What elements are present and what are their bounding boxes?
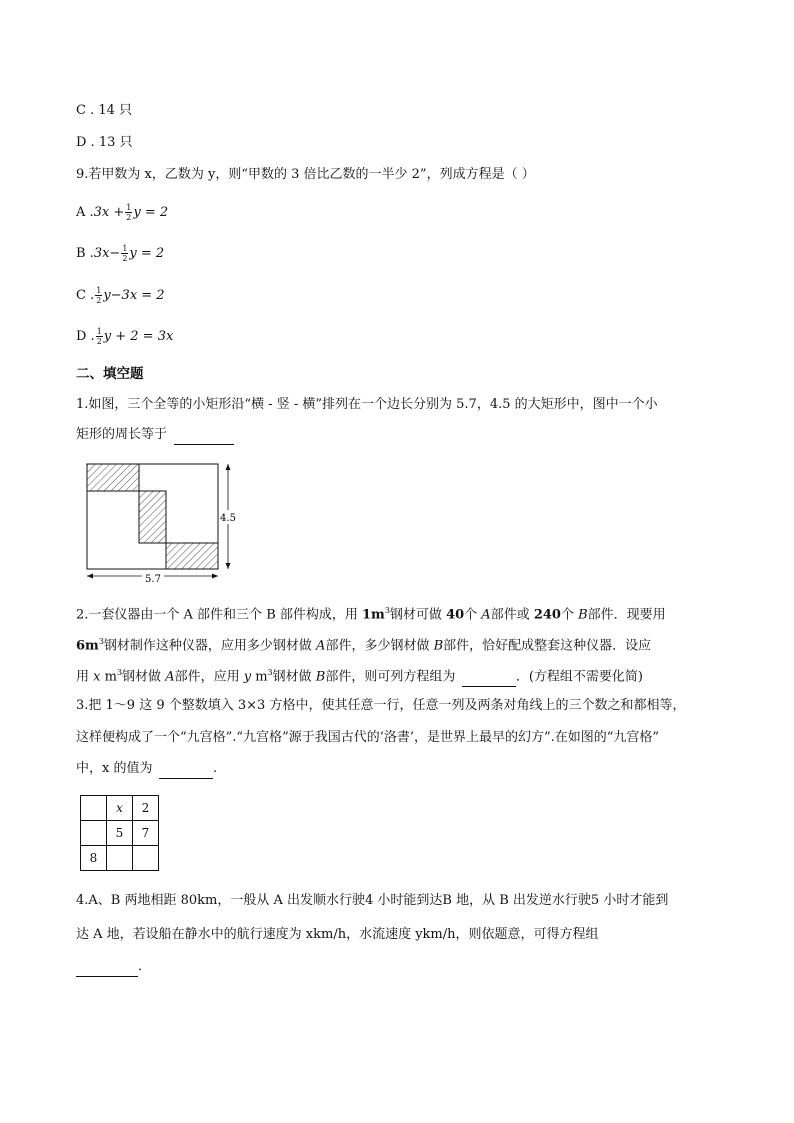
fill-question-1-line1: 1.如图，三个全等的小矩形沿“横 - 竖 - 横”排列在一个边长分别为 5.7，4.5 的大矩形中，图中一个小: [76, 397, 658, 412]
fill-question-2-line2: $6m^3$钢材制作这种仪器，应用多少钢材做 A部件，多少钢材做 B部件，恰好配成整套这种仪器．设应: [76, 637, 652, 654]
question-9-option-c: C . $\frac{1}{2}$ y−3x = 2: [76, 286, 165, 305]
option-d-previous: D . 13 只: [76, 135, 133, 150]
fraction: $\frac{1}{2}$: [96, 327, 102, 346]
width-arrow-right: [212, 574, 218, 579]
question-9-option-d: D . $\frac{1}{2}$ y + 2 = 3x: [76, 327, 174, 346]
option-label: B .: [76, 246, 94, 261]
question-9-option-b: B .3x− $\frac{1}{2}$ y = 2: [76, 244, 165, 263]
grid-cell: 8: [81, 846, 107, 871]
fill-question-4-line1: 4.A、B 两地相距 80km，一般从 A 出发顺水行驶4 小时能到达B 地，从 B 出发逆水行驶5 小时才能到: [76, 893, 669, 908]
fill-question-3-line3: 中，x 的值为 .: [76, 760, 217, 779]
grid-cell: [81, 796, 107, 821]
option-label: D .: [76, 329, 95, 344]
option-label: A .: [76, 205, 94, 220]
grid-cell: [133, 846, 159, 871]
rectangles-figure: [80, 458, 250, 588]
fraction: $\frac{1}{2}$: [122, 244, 128, 263]
small-rectangle-middle: [139, 491, 166, 543]
small-rectangle-top: [87, 464, 139, 491]
fill-question-2-line1: 2.一套仪器由一个 A 部件和三个 B 部件构成，用 $1m^3$钢材可做 40个 A部件或 240个 B部件．现要用: [76, 606, 666, 623]
grid-cell: 2: [133, 796, 159, 821]
grid-cell: 5: [107, 821, 133, 846]
answer-blank: [76, 958, 138, 977]
question-text: 中，x 的值为: [76, 761, 153, 776]
fraction: $\frac{1}{2}$: [126, 203, 132, 222]
grid-cell: [107, 846, 133, 871]
fill-question-3-line1: 3.把 1～9 这 9 个整数填入 3×3 方格中，使其任意一行，任意一列及两条对角线上的三个数之和都相等，: [76, 698, 686, 713]
height-arrow-top: [226, 464, 231, 470]
answer-blank: [462, 668, 516, 687]
option-c-previous: C . 14 只: [76, 103, 133, 118]
fill-question-3-line2: 这样便构成了一个“九宫格”.“九宫格”源于我国古代的‘洛書’，是世界上最早的幻方”.在如图的“九宫格”: [76, 730, 660, 745]
fill-question-4-line3: ．: [76, 958, 151, 977]
width-arrow-left: [87, 574, 93, 579]
fill-question-4-line2: 达 A 地，若设船在静水中的航行速度为 xkm/h，水流速度 ykm/h，则依题意，可得方程组: [76, 927, 599, 942]
fill-question-2-line3: 用 x $m^3$钢材做 A部件，应用 y $m^3$钢材做 B部件，则可列方程组为 ．(方程组不需要化简): [76, 664, 643, 687]
height-label: 4.5: [220, 513, 236, 524]
height-arrow-bottom: [226, 563, 231, 569]
question-text: 矩形的周长等于: [76, 427, 168, 442]
grid-cell: 7: [133, 821, 159, 846]
section-heading: 二、填空题: [76, 366, 144, 382]
answer-blank: [159, 760, 213, 779]
grid-row: [81, 796, 159, 821]
grid-row: [81, 821, 159, 846]
width-label: 5.7: [145, 574, 161, 585]
grid-cell: [81, 821, 107, 846]
fill-question-1-line2: [76, 426, 234, 445]
small-rectangle-bottom: [166, 543, 218, 569]
grid-row: [81, 846, 159, 871]
question-9-text: 9.若甲数为 x，乙数为 y，则“甲数的 3 倍比乙数的一半少 2”，列成方程是（ ）: [76, 167, 535, 182]
option-label: C .: [76, 288, 95, 303]
question-9-option-a: A .3x + $\frac{1}{2}$ y = 2: [76, 203, 169, 222]
grid-cell: x: [107, 796, 133, 821]
magic-square-grid: [80, 795, 159, 871]
answer-blank: [174, 426, 234, 445]
fraction: $\frac{1}{2}$: [96, 286, 102, 305]
